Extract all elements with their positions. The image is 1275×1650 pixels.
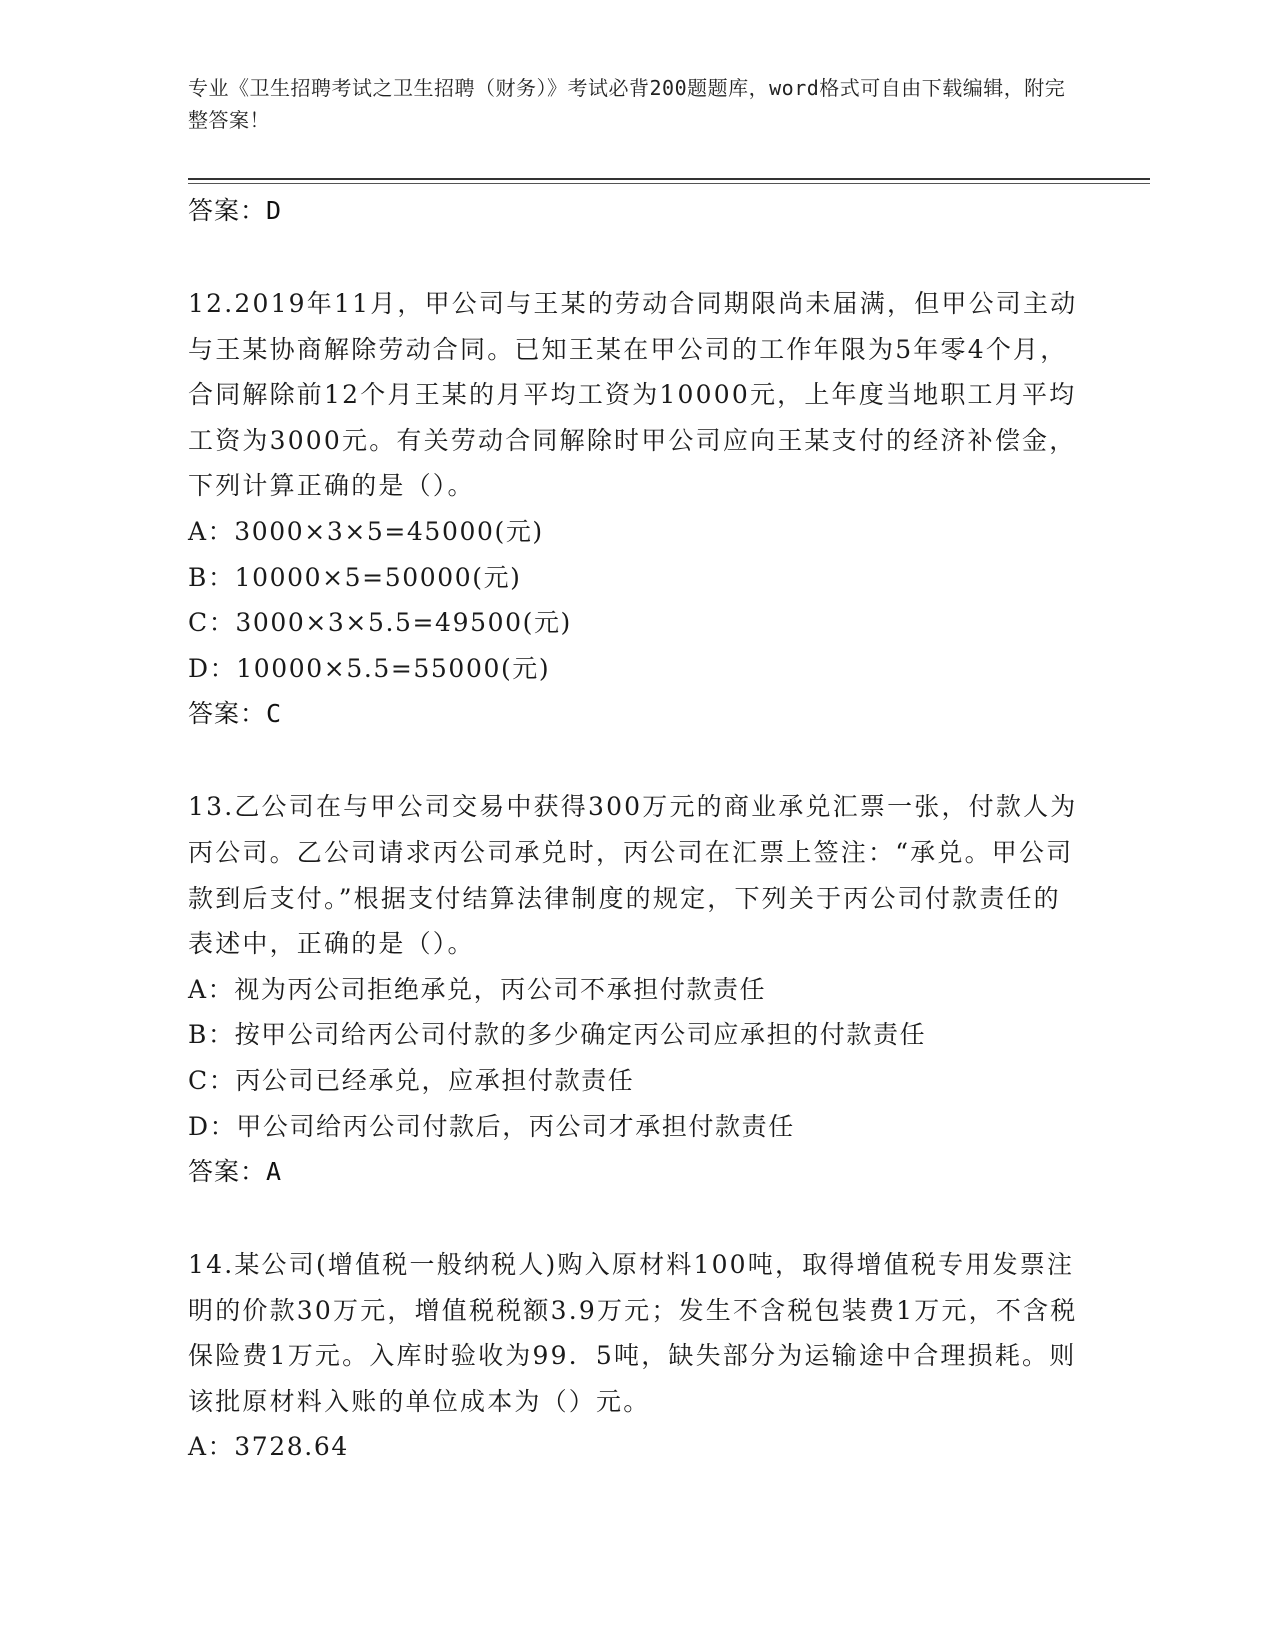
question-stem: 14.某公司(增值税一般纳税人)购入原材料100吨，取得增值税专用发票注明的价款30万元，增值税税额3.9万元；发生不含税包装费1万元，不含税保险费1万元。入库时验收为99．5吨，缺失部分为运输途中合理损耗。则该批原材料入账的单位成本为（）元。 [188,1250,1078,1416]
option-b: B：10000×5=50000(元) [188,562,522,592]
question-13 [188,784,1078,1194]
option-c: C：丙公司已经承兑，应承担付款责任 [188,1065,635,1095]
spacer [188,233,1078,281]
option-d: D：甲公司给丙公司付款后，丙公司才承担付款责任 [188,1111,795,1141]
option-a: A：视为丙公司拒绝承兑，丙公司不承担付款责任 [188,974,767,1004]
option-a: A：3728.64 [188,1432,349,1462]
answer-label: 答案：D [188,196,283,225]
question-stem: 13.乙公司在与甲公司交易中获得300万元的商业承兑汇票一张，付款人为丙公司。乙公司请求丙公司承兑时，丙公司在汇票上签注：“承兑。甲公司款到后支付。”根据支付结算法律制度的规定，下列关于丙公司付款责任的表述中，正确的是（）。 [188,792,1078,959]
option-b: B：按甲公司给丙公司付款的多少确定丙公司应承担的付款责任 [188,1020,927,1050]
spacer [188,736,1078,784]
answer-label: 答案：A [188,1157,283,1187]
option-d: D：10000×5.5=55000(元) [188,653,551,683]
spacer [188,1194,1078,1242]
header-rule-thin [188,183,1150,184]
document-body [188,188,1078,1470]
option-a: A：3000×3×5=45000(元) [188,516,544,546]
header-rule [188,178,1150,180]
answer-label: 答案：C [188,699,283,729]
option-c: C：3000×3×5.5=49500(元) [188,608,572,638]
question-stem: 12.2019年11月，甲公司与王某的劳动合同期限尚未届满，但甲公司主动与王某协商解除劳动合同。已知王某在甲公司的工作年限为5年零4个月，合同解除前12个月王某的月平均工资为10000元，上年度当地职工月平均工资为3000元。有关劳动合同解除时甲公司应向王某支付的经济补偿金，下列计算正确的是（）。 [188,289,1078,501]
question-14 [188,1242,1078,1470]
page-header: 专业《卫生招聘考试之卫生招聘（财务）》考试必背200题题库，word格式可自由下载编辑，附完整答案！ [188,76,1066,132]
question-12 [188,281,1078,736]
